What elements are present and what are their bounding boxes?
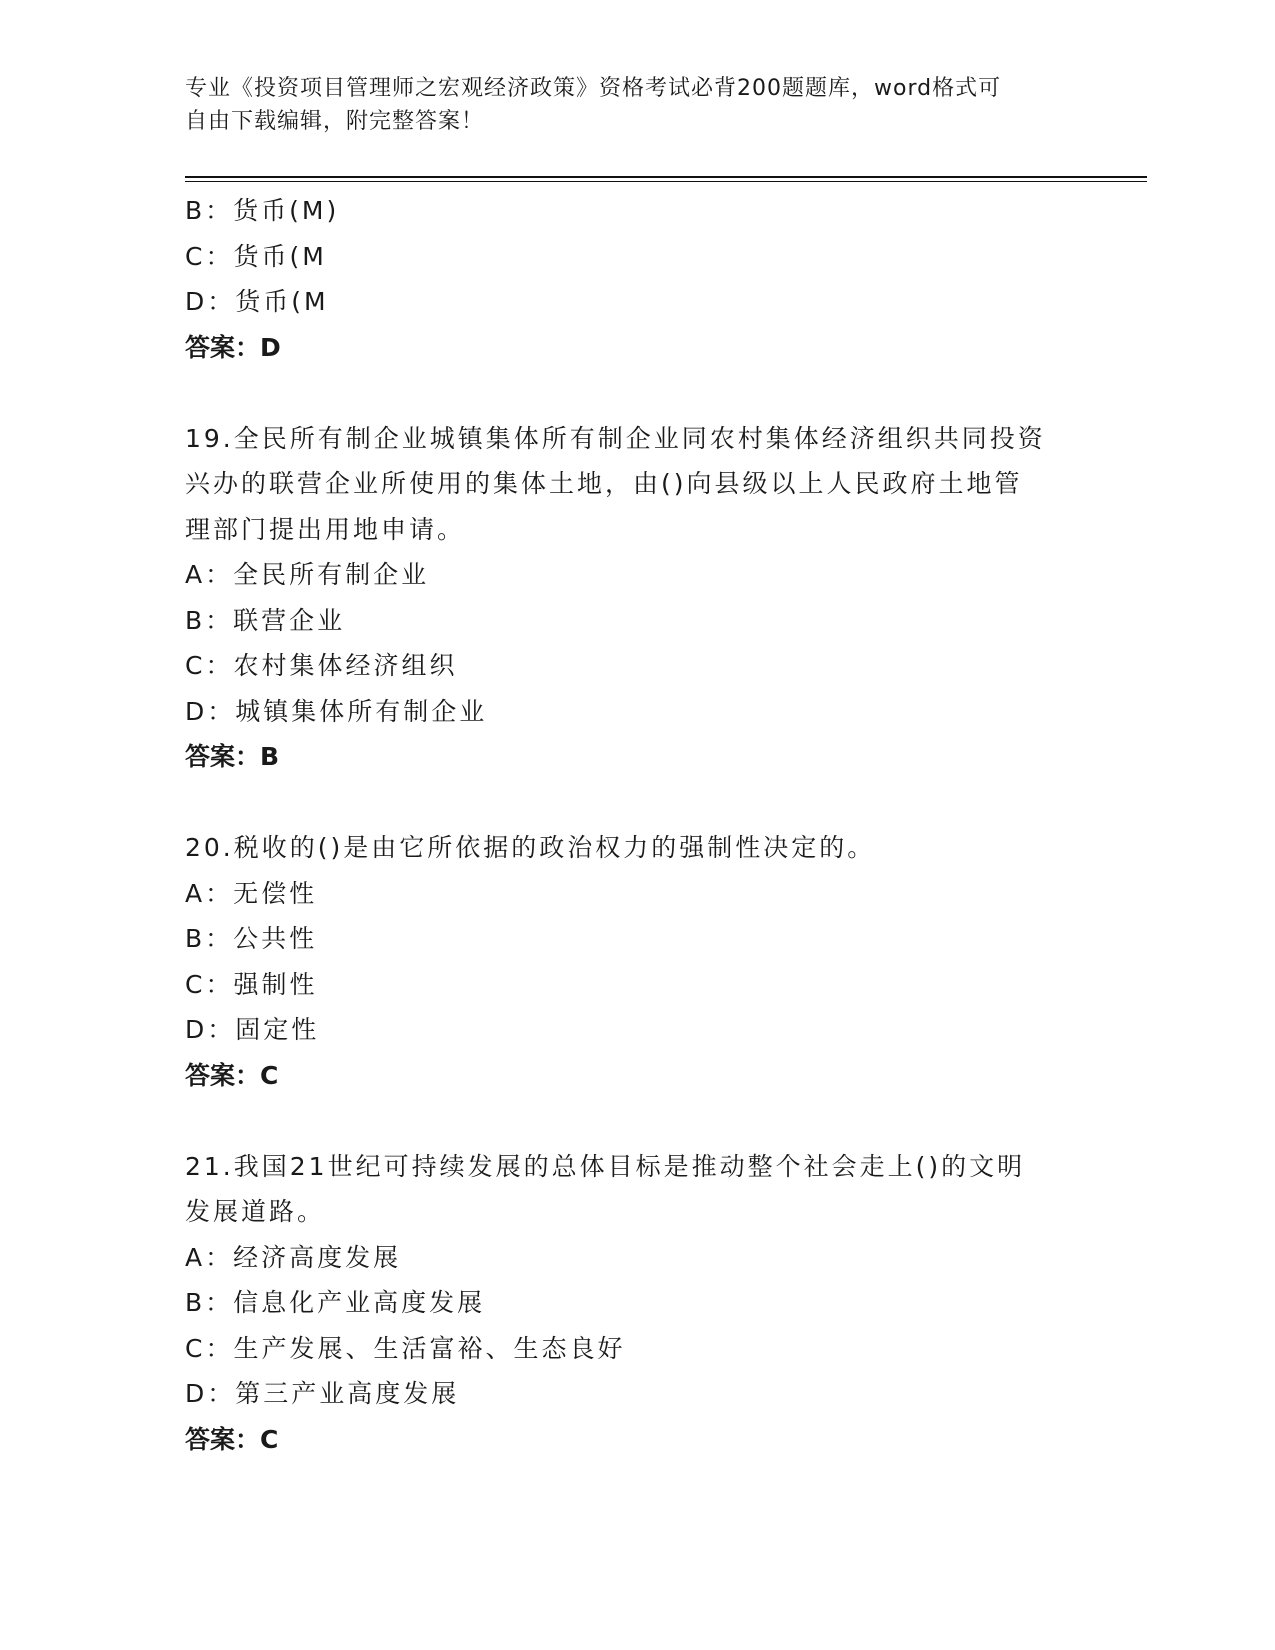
header-rule-thick [185, 176, 1147, 178]
option-d: D：城镇集体所有制企业 [185, 696, 488, 726]
spacer [185, 1098, 1085, 1144]
option-b: B：信息化产业高度发展 [185, 1288, 486, 1317]
question-stem [185, 416, 1085, 553]
option-b: B：货币(M) [185, 196, 340, 225]
answer-line: 答案：C [185, 1424, 279, 1454]
answer-line: 答案：B [185, 742, 280, 771]
answer-line: 答案：C [185, 1060, 279, 1090]
option-b: B：公共性 [185, 924, 318, 953]
spacer [185, 780, 1085, 826]
option-b: B：联营企业 [185, 605, 346, 635]
page-header [185, 72, 1065, 138]
option-a: A：经济高度发展 [185, 1242, 402, 1272]
stem-line: 21.我国21世纪可持续发展的总体目标是推动整个社会走上()的文明 [185, 1151, 1026, 1181]
stem-line: 19.全民所有制企业城镇集体所有制企业同农村集体经济组织共同投资 [185, 423, 1046, 453]
answer-line: 答案：D [185, 332, 281, 362]
option-c: C：生产发展、生活富裕、生态良好 [185, 1333, 626, 1363]
spacer [185, 370, 1085, 416]
stem-line: 兴办的联营企业所使用的集体土地，由()向县级以上人民政府土地管 [185, 469, 1023, 498]
question-content [185, 188, 1085, 1462]
option-c: C：货币(M [185, 241, 327, 271]
header-rule-thin [185, 181, 1147, 182]
option-a: A：无偿性 [185, 878, 318, 908]
question-stem [185, 825, 1085, 871]
header-line-2: 自由下载编辑，附完整答案！ [185, 109, 485, 134]
option-c: C：强制性 [185, 969, 318, 999]
question-20 [185, 825, 1085, 1098]
question-21 [185, 1144, 1085, 1463]
option-a: A：全民所有制企业 [185, 560, 430, 589]
prev-question [185, 188, 1085, 370]
stem-line: 20.税收的()是由它所依据的政治权力的强制性决定的。 [185, 833, 876, 862]
question-19 [185, 416, 1085, 780]
stem-line: 发展道路。 [185, 1197, 326, 1226]
option-d: D：固定性 [185, 1015, 320, 1044]
stem-line: 理部门提出用地申请。 [185, 514, 466, 544]
header-line-1: 专业《投资项目管理师之宏观经济政策》资格考试必背200题题库，word格式可 [185, 76, 1002, 101]
option-d: D：第三产业高度发展 [185, 1379, 460, 1408]
option-d: D：货币(M [185, 287, 329, 316]
question-stem [185, 1144, 1085, 1235]
option-c: C：农村集体经济组织 [185, 651, 458, 680]
